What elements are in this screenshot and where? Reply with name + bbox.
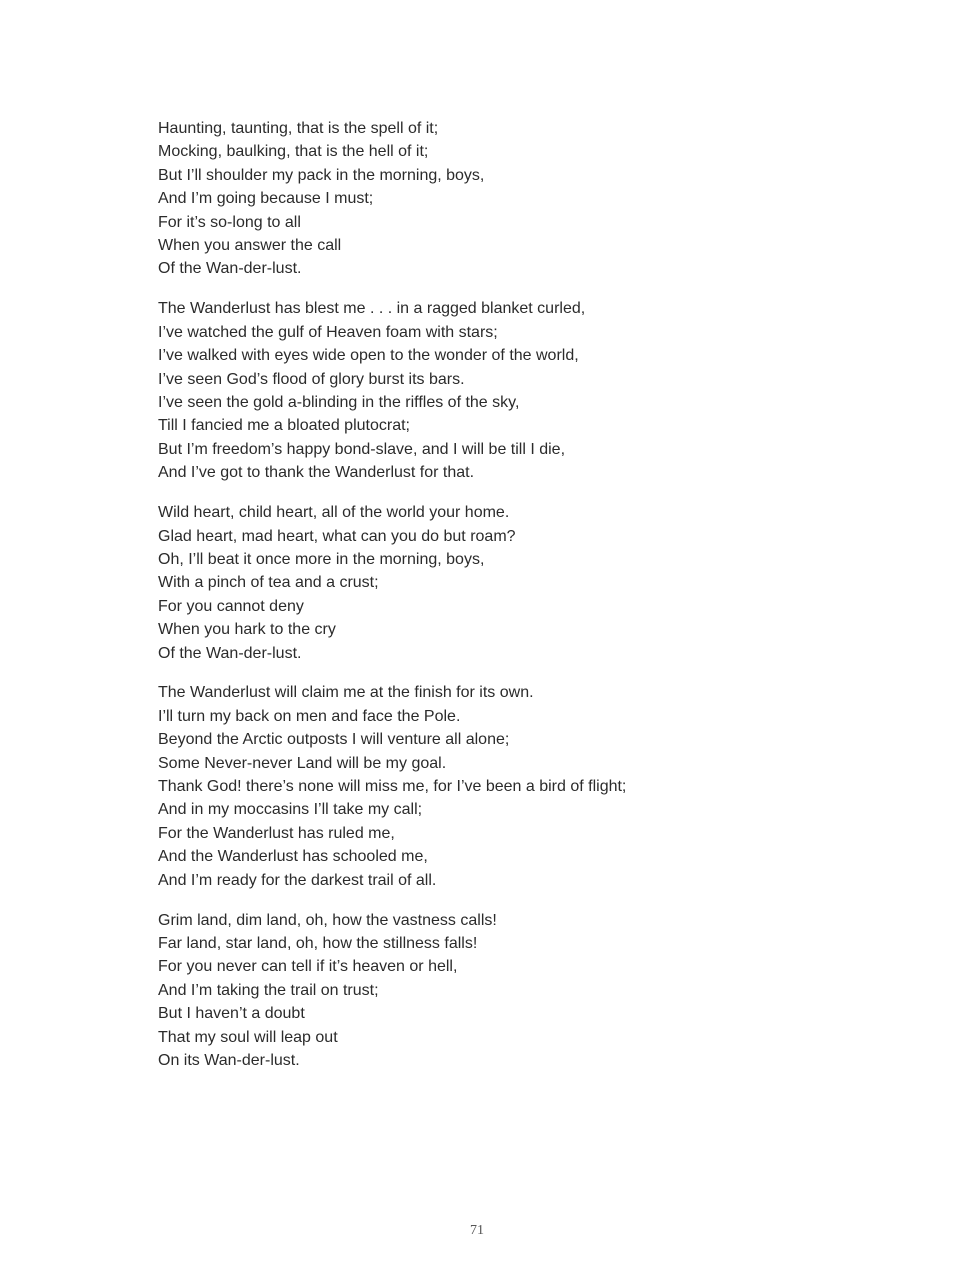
stanza-4 [158,681,858,892]
poem-line: For you never can tell if it’s heaven or hell, [158,958,458,976]
poem-body [158,117,858,1089]
poem-line: For you cannot deny [158,597,304,615]
poem-line: Some Never-never Land will be my goal. [158,754,447,772]
poem-line: I’ll turn my back on men and face the Pole. [158,707,461,725]
poem-line: And I’m going because I must; [158,190,374,208]
poem-line: Oh, I’ll beat it once more in the morning, boys, [158,550,485,568]
poem-line: I’ve walked with eyes wide open to the wonder of the world, [158,347,579,365]
poem-line: When you hark to the cry [158,621,336,639]
poem-line: And I’ve got to thank the Wanderlust for that. [158,464,475,482]
poem-line: Wild heart, child heart, all of the world your home. [158,504,510,522]
poem-line: And I’m ready for the darkest trail of all. [158,871,437,889]
poem-line: Of the Wan-der-lust. [158,260,302,278]
poem-line: On its Wan-der-lust. [158,1052,300,1070]
poem-line: I’ve seen the gold a-blinding in the riffles of the sky, [158,393,520,411]
poem-line: I’ve watched the gulf of Heaven foam with stars; [158,323,498,341]
poem-line: Till I fancied me a bloated plutocrat; [158,417,410,435]
poem-line: For the Wanderlust has ruled me, [158,824,395,842]
poem-line: That my soul will leap out [158,1028,338,1046]
poem-line: And I’m taking the trail on trust; [158,981,379,999]
poem-line: The Wanderlust will claim me at the finish for its own. [158,684,534,702]
poem-line: For it’s so-long to all [158,213,301,231]
poem-line: The Wanderlust has blest me . . . in a ragged blanket curled, [158,300,586,318]
stanza-5 [158,909,858,1073]
poem-line: And in my moccasins I’ll take my call; [158,801,423,819]
poem-line: With a pinch of tea and a crust; [158,574,379,592]
poem-line: Grim land, dim land, oh, how the vastness calls! [158,911,497,929]
stanza-3 [158,501,858,665]
poem-line: But I haven’t a doubt [158,1005,305,1023]
poem-line: Thank God! there’s none will miss me, for I’ve been a bird of flight; [158,778,627,796]
page-number: 71 [470,1223,484,1238]
poem-line: Far land, star land, oh, how the stillness falls! [158,935,478,952]
poem-line: But I’ll shoulder my pack in the morning, boys, [158,166,485,184]
poem-line: And the Wanderlust has schooled me, [158,848,428,866]
poem-line: Mocking, baulking, that is the hell of it; [158,143,429,161]
poem-line: When you answer the call [158,237,342,255]
poem-line: I’ve seen God’s flood of glory burst its bars. [158,370,465,388]
stanza-1 [158,117,858,281]
poem-line: Glad heart, mad heart, what can you do but roam? [158,527,516,545]
poem-line: Haunting, taunting, that is the spell of it; [158,120,439,137]
stanza-2 [158,297,858,484]
poem-line: Beyond the Arctic outposts I will venture all alone; [158,731,510,749]
poem-line: Of the Wan-der-lust. [158,644,302,662]
poem-line: But I’m freedom’s happy bond-slave, and I will be till I die, [158,440,566,458]
